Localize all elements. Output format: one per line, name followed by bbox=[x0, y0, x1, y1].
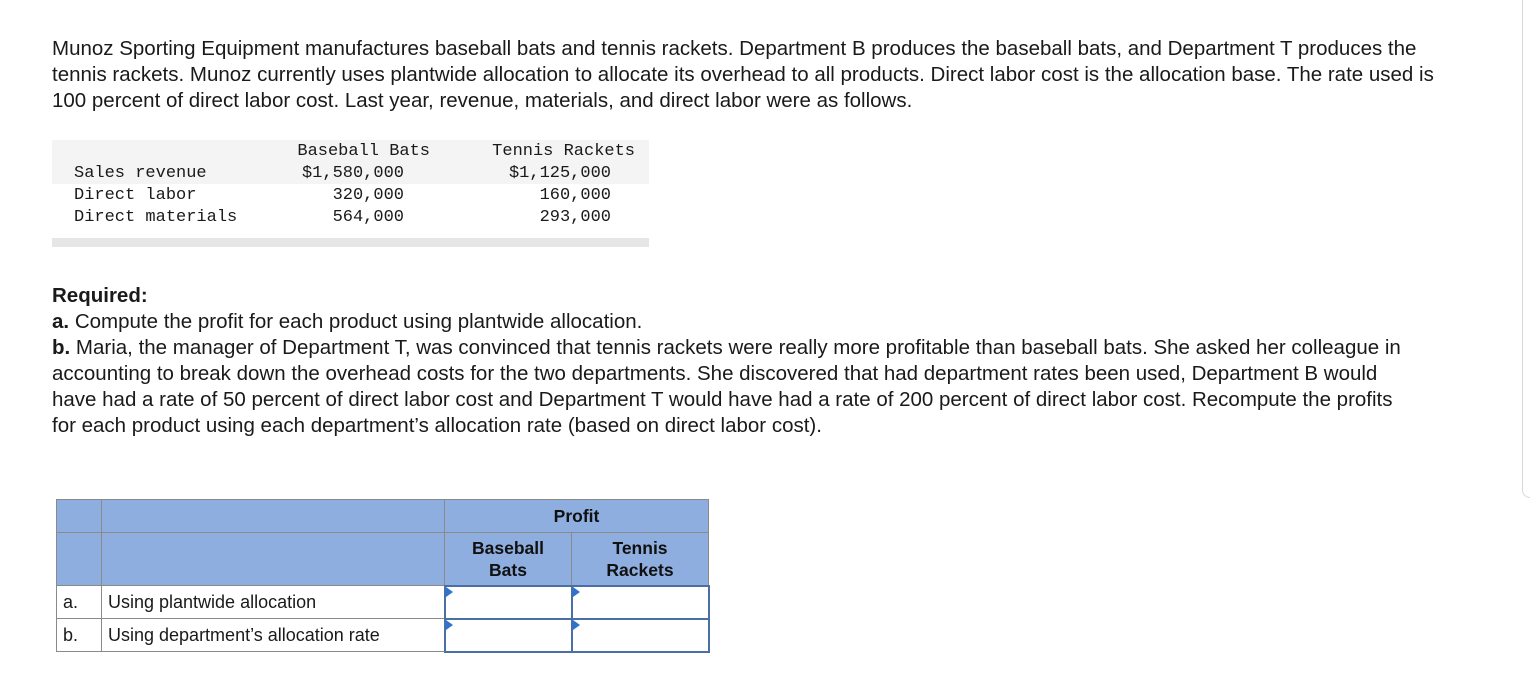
baseball-value: 564,000 bbox=[332, 207, 404, 227]
table-bottom-bar bbox=[52, 238, 649, 247]
answer-header-row-2 bbox=[57, 533, 709, 586]
input-marker-icon bbox=[446, 587, 453, 597]
header-cell-blank bbox=[102, 533, 445, 586]
requirement-a bbox=[52, 309, 1422, 335]
plantwide-tennis-profit-input[interactable] bbox=[573, 591, 708, 613]
table-spacer bbox=[52, 228, 649, 238]
row-label: Direct labor bbox=[74, 185, 197, 205]
tennis-value: 293,000 bbox=[539, 207, 611, 227]
header-baseball-bats: Baseball Bats bbox=[297, 141, 430, 161]
requirement-b-prefix: b. bbox=[52, 336, 71, 359]
required-section bbox=[52, 283, 1422, 439]
profit-group-header: Profit bbox=[445, 500, 709, 533]
column-header-line: Bats bbox=[489, 559, 527, 580]
column-header-line: Tennis bbox=[612, 537, 668, 558]
plantwide-tennis-profit-input-cell bbox=[572, 586, 709, 619]
answer-row-plantwide bbox=[57, 586, 709, 619]
department-baseball-profit-input[interactable] bbox=[446, 624, 571, 646]
scroll-panel-edge bbox=[1522, 0, 1530, 498]
baseball-value: $1,580,000 bbox=[301, 163, 404, 183]
tennis-rackets-column-header bbox=[572, 533, 709, 586]
row-label: Direct materials bbox=[74, 207, 238, 227]
answer-row-department bbox=[57, 619, 709, 652]
answer-header-row-1 bbox=[57, 500, 709, 533]
row-letter: a. bbox=[57, 586, 102, 619]
row-sales-revenue bbox=[52, 162, 649, 184]
row-label: Sales revenue bbox=[74, 163, 207, 183]
department-tennis-profit-input-cell bbox=[572, 619, 709, 652]
header-cell-blank bbox=[57, 500, 102, 533]
input-marker-icon bbox=[573, 620, 580, 630]
row-letter: b. bbox=[57, 619, 102, 652]
problem-intro: Munoz Sporting Equipment manufactures baseball bats and tennis rackets. Department B produces the baseball bats, and Department T produces the tennis rackets. Munoz currently uses plantwide allocation to allocate its overhead to all products. Direct labor cost is the allocation base. The rate used is 100 percent of direct labor cost. Last year, revenue, materials, and direct labor were as follows. bbox=[52, 37, 1434, 112]
plantwide-baseball-profit-input[interactable] bbox=[446, 591, 571, 613]
plantwide-baseball-profit-input-cell bbox=[445, 586, 572, 619]
input-marker-icon bbox=[573, 587, 580, 597]
header-cell-blank bbox=[102, 500, 445, 533]
profit-answer-table bbox=[56, 499, 710, 653]
row-description: Using department’s allocation rate bbox=[102, 619, 445, 652]
header-tennis-rackets: Tennis Rackets bbox=[492, 141, 635, 161]
requirement-b bbox=[52, 335, 1422, 439]
input-marker-icon bbox=[446, 620, 453, 630]
column-header-line: Rackets bbox=[606, 559, 674, 580]
financial-data-table bbox=[52, 140, 649, 247]
department-baseball-profit-input-cell bbox=[445, 619, 572, 652]
row-description: Using plantwide allocation bbox=[102, 586, 445, 619]
tennis-value: 160,000 bbox=[539, 185, 611, 205]
baseball-bats-column-header bbox=[445, 533, 572, 586]
requirement-b-text: Maria, the manager of Department T, was convinced that tennis rackets were really more profitable than baseball bats. She asked her colleague in accounting to break down the overhead costs for the two departments. She discovered that had department rates been used, Department B would have had a rate of 50 percent of direct labor cost and Department T would have had a rate of 200 percent of direct labor cost. Recompute the profits for each product using each department’s allocation rate (based on direct labor cost). bbox=[52, 336, 1401, 437]
header-cell-blank bbox=[57, 533, 102, 586]
row-direct-labor bbox=[52, 184, 649, 206]
row-direct-materials bbox=[52, 206, 649, 228]
required-title: Required: bbox=[52, 284, 148, 307]
requirement-a-text: Compute the profit for each product using plantwide allocation. bbox=[74, 310, 643, 333]
baseball-value: 320,000 bbox=[332, 185, 404, 205]
department-tennis-profit-input[interactable] bbox=[573, 624, 708, 646]
column-header-line: Baseball bbox=[472, 537, 544, 558]
data-table-header bbox=[52, 140, 649, 162]
requirement-a-prefix: a. bbox=[52, 310, 70, 333]
tennis-value: $1,125,000 bbox=[508, 163, 611, 183]
